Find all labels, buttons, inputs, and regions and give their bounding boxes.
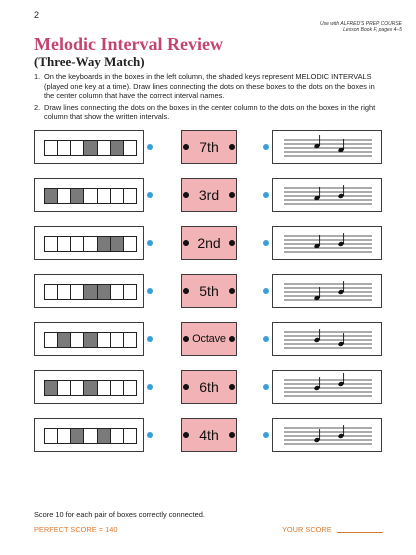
interval-name: 4th (199, 427, 219, 443)
note-head (338, 139, 345, 153)
shaded-key (70, 189, 83, 204)
reference-line-1: Use with ALFRED'S PREP COURSE (320, 21, 402, 27)
interval-left-dot[interactable] (183, 240, 189, 246)
instruction-item (34, 72, 386, 101)
interval-left-dot[interactable] (183, 384, 189, 390)
instruction-number: 2. (34, 102, 41, 112)
interval-name: 6th (199, 379, 219, 395)
interval-right-dot[interactable] (229, 432, 235, 438)
music-staff (273, 131, 383, 165)
instruction-item (34, 103, 386, 122)
shaded-key (110, 237, 123, 252)
white-key (70, 237, 83, 252)
shaded-key (97, 237, 110, 252)
keyboard-connector-dot[interactable] (147, 432, 153, 438)
interval-left-dot[interactable] (183, 192, 189, 198)
perfect-score: PERFECT SCORE = 140 (34, 525, 118, 534)
shaded-key (83, 141, 96, 156)
your-score-label: YOUR SCORE (282, 525, 332, 534)
white-key (123, 429, 137, 444)
keyboard-diagram (44, 380, 137, 396)
white-key (57, 141, 70, 156)
shaded-key (83, 381, 96, 396)
music-staff (273, 275, 383, 309)
staff-connector-dot[interactable] (263, 384, 269, 390)
shaded-key (44, 381, 57, 396)
white-key (44, 141, 57, 156)
interval-left-dot[interactable] (183, 288, 189, 294)
staff-connector-dot[interactable] (263, 240, 269, 246)
keyboard-box (34, 418, 144, 452)
page-title: Melodic Interval Review (34, 34, 223, 54)
white-key (123, 285, 137, 300)
staff-box (272, 322, 382, 356)
keyboard-box (34, 226, 144, 260)
interval-right-dot[interactable] (229, 192, 235, 198)
white-key (57, 189, 70, 204)
white-key (123, 333, 137, 348)
keyboard-box (34, 178, 144, 212)
your-score-blank[interactable] (337, 532, 383, 533)
shaded-key (44, 189, 57, 204)
shaded-key (83, 285, 96, 300)
instruction-text: On the keyboards in the boxes in the left column, the shaded keys represent MELODIC INTERVALS (played one key at a time). Draw lines connecting the dots on these boxes to the dots on the boxes in the center column that have the correct interval names. (44, 72, 375, 101)
instructions-list (34, 72, 386, 124)
white-key (70, 381, 83, 396)
white-key (57, 285, 70, 300)
keyboard-diagram (44, 188, 137, 204)
keyboard-connector-dot[interactable] (147, 336, 153, 342)
shaded-key (97, 429, 110, 444)
music-staff (273, 371, 383, 405)
staff-connector-dot[interactable] (263, 288, 269, 294)
keyboard-diagram (44, 332, 137, 348)
staff-box (272, 274, 382, 308)
keyboard-diagram (44, 236, 137, 252)
white-key (123, 237, 137, 252)
keyboard-connector-dot[interactable] (147, 384, 153, 390)
white-key (83, 237, 96, 252)
white-key (97, 381, 110, 396)
staff-connector-dot[interactable] (263, 432, 269, 438)
keyboard-connector-dot[interactable] (147, 192, 153, 198)
staff-box (272, 130, 382, 164)
white-key (70, 141, 83, 156)
white-key (57, 381, 70, 396)
interval-right-dot[interactable] (229, 384, 235, 390)
staff-box (272, 178, 382, 212)
keyboard-box (34, 322, 144, 356)
white-key (44, 285, 57, 300)
score-note: Score 10 for each pair of boxes correctly connected. (34, 510, 205, 519)
shaded-key (70, 429, 83, 444)
white-key (123, 381, 137, 396)
staff-box (272, 226, 382, 260)
staff-box (272, 370, 382, 404)
white-key (44, 237, 57, 252)
white-key (97, 333, 110, 348)
music-staff (273, 227, 383, 261)
staff-connector-dot[interactable] (263, 144, 269, 150)
shaded-key (83, 333, 96, 348)
shaded-key (97, 285, 110, 300)
white-key (110, 285, 123, 300)
white-key (57, 237, 70, 252)
white-key (44, 429, 57, 444)
white-key (70, 333, 83, 348)
music-staff (273, 419, 383, 453)
staff-connector-dot[interactable] (263, 192, 269, 198)
staff-connector-dot[interactable] (263, 336, 269, 342)
interval-name: 5th (199, 283, 219, 299)
interval-left-dot[interactable] (183, 144, 189, 150)
note-head (314, 135, 321, 149)
interval-name: 7th (199, 139, 219, 155)
music-staff (273, 179, 383, 213)
note-head (314, 287, 321, 301)
interval-name: 3rd (198, 187, 220, 203)
interval-right-dot[interactable] (229, 336, 235, 342)
instruction-text: Draw lines connecting the dots on the boxes in the center column to the dots on the boxes in the right column that show the written intervals. (44, 102, 376, 122)
keyboard-connector-dot[interactable] (147, 240, 153, 246)
keyboard-box (34, 370, 144, 404)
page-subtitle: (Three-Way Match) (34, 54, 145, 69)
white-key (83, 189, 96, 204)
shaded-key (57, 333, 70, 348)
interval-right-dot[interactable] (229, 144, 235, 150)
white-key (44, 333, 57, 348)
interval-left-dot[interactable] (183, 432, 189, 438)
white-key (123, 141, 137, 156)
keyboard-box (34, 274, 144, 308)
interval-right-dot[interactable] (229, 288, 235, 294)
keyboard-diagram (44, 140, 137, 156)
staff-box (272, 418, 382, 452)
keyboard-box (34, 130, 144, 164)
interval-left-dot[interactable] (183, 336, 189, 342)
white-key (110, 381, 123, 396)
white-key (110, 429, 123, 444)
white-key (70, 285, 83, 300)
reference-line-2: Lesson Book F, pages 4–5 (343, 27, 402, 33)
music-staff (273, 323, 383, 357)
white-key (57, 429, 70, 444)
shaded-key (110, 141, 123, 156)
white-key (97, 189, 110, 204)
interval-right-dot[interactable] (229, 240, 235, 246)
page-number: 2 (34, 10, 40, 20)
instruction-number: 1. (34, 72, 41, 81)
white-key (110, 333, 123, 348)
keyboard-diagram (44, 284, 137, 300)
white-key (110, 189, 123, 204)
keyboard-connector-dot[interactable] (147, 288, 153, 294)
interval-name: Octave (192, 333, 226, 345)
note-head (314, 235, 321, 249)
course-reference (262, 21, 402, 33)
keyboard-diagram (44, 428, 137, 444)
white-key (97, 141, 110, 156)
note-head (314, 187, 321, 201)
white-key (83, 429, 96, 444)
keyboard-connector-dot[interactable] (147, 144, 153, 150)
white-key (123, 189, 137, 204)
interval-name: 2nd (197, 235, 221, 251)
